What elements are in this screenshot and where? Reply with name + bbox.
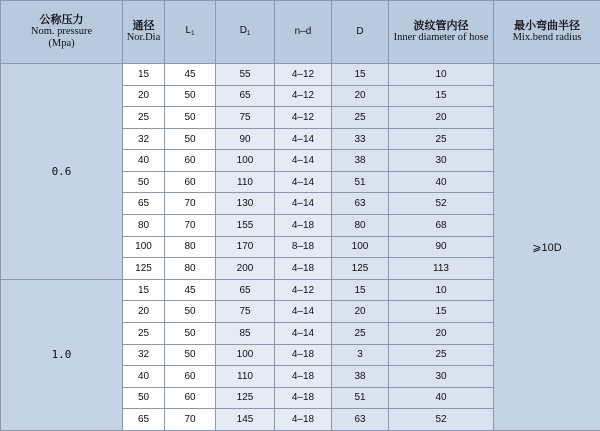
bolt-holes-cell: 4–18 <box>275 258 332 280</box>
d1-cell: 110 <box>216 171 275 193</box>
l1-cell: 60 <box>165 366 216 388</box>
inner-diameter-cell: 20 <box>389 322 494 344</box>
header-nd-label: n–d <box>294 26 312 37</box>
nominal-diameter-cell: 125 <box>123 258 165 280</box>
nominal-diameter-cell: 80 <box>123 215 165 237</box>
bolt-holes-cell: 4–14 <box>275 301 332 323</box>
nominal-diameter-cell: 50 <box>123 171 165 193</box>
header-d1-letter: D <box>239 24 247 36</box>
header-bend-en: Mix.bend radius <box>512 32 582 43</box>
bolt-holes-cell: 4–18 <box>275 366 332 388</box>
d1-cell: 145 <box>216 409 275 431</box>
d1-cell: 110 <box>216 366 275 388</box>
inner-diameter-cell: 40 <box>389 171 494 193</box>
bolt-holes-cell: 4–12 <box>275 107 332 129</box>
header-dia-zh: 通径 <box>132 20 155 32</box>
nominal-diameter-cell: 32 <box>123 344 165 366</box>
header-d1 <box>216 1 275 64</box>
header-d <box>332 1 389 64</box>
d1-cell: 155 <box>216 215 275 237</box>
bolt-holes-cell: 4–12 <box>275 85 332 107</box>
l1-cell: 60 <box>165 171 216 193</box>
pressure-group-cell: 1.0 <box>1 279 123 430</box>
inner-diameter-cell: 25 <box>389 344 494 366</box>
bolt-holes-cell: 4–18 <box>275 215 332 237</box>
l1-cell: 70 <box>165 409 216 431</box>
d1-cell: 75 <box>216 107 275 129</box>
d-cell: 20 <box>332 301 389 323</box>
inner-diameter-cell: 52 <box>389 193 494 215</box>
d-cell: 33 <box>332 128 389 150</box>
d1-cell: 65 <box>216 85 275 107</box>
d-cell: 25 <box>332 107 389 129</box>
l1-cell: 50 <box>165 85 216 107</box>
inner-diameter-cell: 30 <box>389 366 494 388</box>
d-cell: 80 <box>332 215 389 237</box>
l1-cell: 60 <box>165 150 216 172</box>
inner-diameter-cell: 52 <box>389 409 494 431</box>
d1-cell: 100 <box>216 150 275 172</box>
d-cell: 63 <box>332 193 389 215</box>
l1-cell: 70 <box>165 215 216 237</box>
spec-table-body <box>1 64 600 431</box>
l1-cell: 50 <box>165 128 216 150</box>
l1-cell: 45 <box>165 64 216 86</box>
nominal-diameter-cell: 15 <box>123 64 165 86</box>
d-cell: 20 <box>332 85 389 107</box>
d1-cell: 75 <box>216 301 275 323</box>
inner-diameter-cell: 40 <box>389 387 494 409</box>
d1-cell: 90 <box>216 128 275 150</box>
inner-diameter-cell: 15 <box>389 85 494 107</box>
d-cell: 125 <box>332 258 389 280</box>
bolt-holes-cell: 4–12 <box>275 279 332 301</box>
bend-radius-cell: ⩾10D <box>494 64 600 431</box>
header-l1-letter: L <box>185 24 192 36</box>
d-cell: 63 <box>332 409 389 431</box>
nominal-diameter-cell: 65 <box>123 193 165 215</box>
header-bend-zh: 最小弯曲半径 <box>514 20 580 32</box>
header-bolt-holes <box>275 1 332 64</box>
nominal-diameter-cell: 25 <box>123 107 165 129</box>
header-d-label: D <box>356 26 364 37</box>
d-cell: 100 <box>332 236 389 258</box>
inner-diameter-cell: 10 <box>389 64 494 86</box>
inner-diameter-cell: 113 <box>389 258 494 280</box>
bolt-holes-cell: 4–14 <box>275 150 332 172</box>
d1-cell: 170 <box>216 236 275 258</box>
d-cell: 3 <box>332 344 389 366</box>
nominal-diameter-cell: 100 <box>123 236 165 258</box>
bolt-holes-cell: 4–14 <box>275 171 332 193</box>
nominal-diameter-cell: 25 <box>123 322 165 344</box>
header-pressure <box>1 1 123 64</box>
d-cell: 38 <box>332 150 389 172</box>
l1-cell: 70 <box>165 193 216 215</box>
d1-cell: 85 <box>216 322 275 344</box>
header-d1-sub: 1 <box>246 30 251 37</box>
header-pressure-zh: 公称压力 <box>39 14 84 26</box>
d-cell: 15 <box>332 64 389 86</box>
header-inner-diameter <box>389 1 494 64</box>
bolt-holes-cell: 8–18 <box>275 236 332 258</box>
d1-cell: 125 <box>216 387 275 409</box>
nominal-diameter-cell: 32 <box>123 128 165 150</box>
nominal-diameter-cell: 40 <box>123 366 165 388</box>
bolt-holes-cell: 4–18 <box>275 344 332 366</box>
header-inner-en: Inner diameter of hose <box>393 32 489 43</box>
bolt-holes-cell: 4–12 <box>275 64 332 86</box>
header-l1 <box>165 1 216 64</box>
l1-cell: 50 <box>165 344 216 366</box>
nominal-diameter-cell: 20 <box>123 301 165 323</box>
l1-cell: 50 <box>165 322 216 344</box>
d1-cell: 130 <box>216 193 275 215</box>
header-inner-zh: 波纹管内径 <box>413 20 469 32</box>
inner-diameter-cell: 25 <box>389 128 494 150</box>
l1-cell: 80 <box>165 236 216 258</box>
l1-cell: 50 <box>165 107 216 129</box>
header-dia-en: Nor.Dia <box>126 32 161 43</box>
bolt-holes-cell: 4–18 <box>275 409 332 431</box>
d-cell: 51 <box>332 171 389 193</box>
d1-cell: 200 <box>216 258 275 280</box>
nominal-diameter-cell: 65 <box>123 409 165 431</box>
inner-diameter-cell: 90 <box>389 236 494 258</box>
l1-cell: 80 <box>165 258 216 280</box>
bolt-holes-cell: 4–14 <box>275 193 332 215</box>
d1-cell: 55 <box>216 64 275 86</box>
inner-diameter-cell: 30 <box>389 150 494 172</box>
d-cell: 38 <box>332 366 389 388</box>
pressure-group-cell: 0.6 <box>1 64 123 280</box>
d1-cell: 100 <box>216 344 275 366</box>
bolt-holes-cell: 4–14 <box>275 128 332 150</box>
l1-cell: 50 <box>165 301 216 323</box>
header-l1-sub: 1 <box>191 30 195 37</box>
nominal-diameter-cell: 20 <box>123 85 165 107</box>
d-cell: 15 <box>332 279 389 301</box>
d-cell: 51 <box>332 387 389 409</box>
l1-cell: 60 <box>165 387 216 409</box>
bolt-holes-cell: 4–14 <box>275 322 332 344</box>
header-row <box>1 1 600 64</box>
header-bend-radius <box>494 1 600 64</box>
header-nominal-diameter <box>123 1 165 64</box>
d-cell: 25 <box>332 322 389 344</box>
l1-cell: 45 <box>165 279 216 301</box>
bolt-holes-cell: 4–18 <box>275 387 332 409</box>
inner-diameter-cell: 15 <box>389 301 494 323</box>
nominal-diameter-cell: 15 <box>123 279 165 301</box>
d1-cell: 65 <box>216 279 275 301</box>
inner-diameter-cell: 20 <box>389 107 494 129</box>
header-pressure-unit: (Mpa) <box>48 38 75 49</box>
nominal-diameter-cell: 50 <box>123 387 165 409</box>
table-row <box>1 64 600 86</box>
header-pressure-en: Nom. pressure <box>30 26 93 37</box>
inner-diameter-cell: 68 <box>389 215 494 237</box>
inner-diameter-cell: 10 <box>389 279 494 301</box>
nominal-diameter-cell: 40 <box>123 150 165 172</box>
